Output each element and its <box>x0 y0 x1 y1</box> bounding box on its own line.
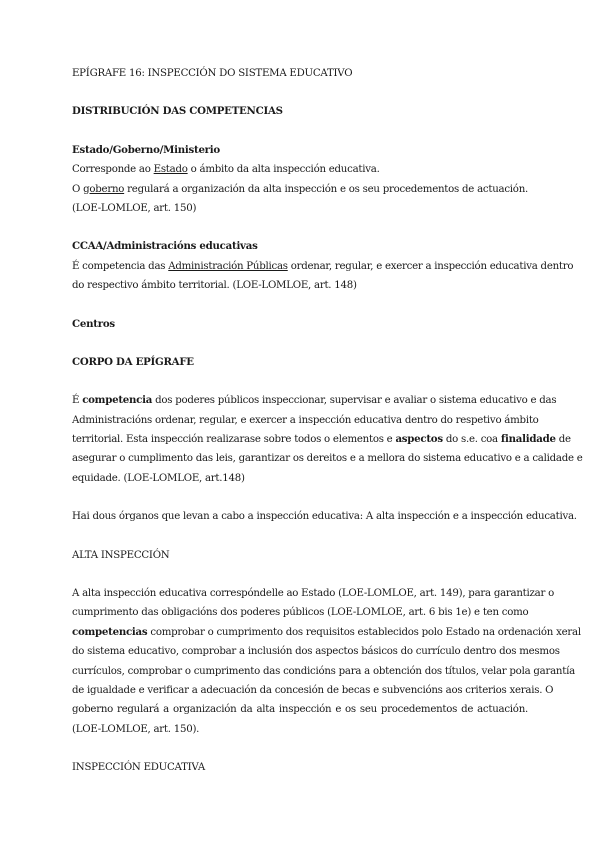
bold-term: finalidade <box>500 433 556 446</box>
alta-line-8: (LOE-LOMLOE, art. 150). <box>72 723 200 735</box>
bold-term: aspectos <box>395 433 443 446</box>
section-heading-inspeccion: INSPECCIÓN EDUCATIVA <box>72 762 205 774</box>
text: ordenar, regular, e exercer a inspección educativa dentro <box>287 260 574 272</box>
text: comprobar o cumprimento dos requisitos establecidos polo Estado na ordenación xeral <box>147 626 581 638</box>
corpo-line-2: Administracións ordenar, regular, e exercer a inspección educativa dentro do respetivo ámbito <box>72 414 539 426</box>
alta-line-3 <box>72 623 581 642</box>
text: do s.e. coa <box>442 434 501 446</box>
section-heading-corpo: CORPO DA EPÍGRAFE <box>72 355 194 368</box>
text: territorial. Esta inspección realizarase sobre todos o elementos e <box>72 434 396 446</box>
document-title: EPÍGRAFE 16: INSPECCIÓN DO SISTEMA EDUCATIVO <box>72 68 353 79</box>
subheading-estado: Estado/Goberno/Ministerio <box>72 143 220 156</box>
corpo-line-1 <box>72 391 557 410</box>
text: regulará a organización da alta inspección e os seu procedementos de actuación. <box>124 183 528 195</box>
section-heading-distribucion: DISTRIBUCIÓN DAS COMPETENCIAS <box>72 105 283 118</box>
text: É competencia das <box>72 260 169 272</box>
text: o ámbito da alta inspección educativa. <box>187 164 380 176</box>
alta-line-5: currículos, comprobar o cumprimento das condicións para a obtención dos títulos, velar pola garantía <box>72 665 575 677</box>
organos-paragraph: Hai dous órganos que levan a cabo a inspección educativa: A alta inspección e a inspección educativa. <box>72 511 577 523</box>
ccaa-line-1 <box>72 257 574 276</box>
alta-line-1: A alta inspección educativa correspóndelle ao Estado (LOE-LOMLOE, art. 149), para garantizar o <box>72 588 554 600</box>
corpo-line-4: asegurar o cumplimento das leis, garantizar os dereitos e a mellora do sistema educativo e a calidade e <box>72 453 583 465</box>
administracion-publicas-link[interactable]: Administración Públicas <box>168 260 288 272</box>
text: dos poderes públicos inspeccionar, supervisar e avaliar o sistema educativo e das <box>152 395 557 407</box>
ccaa-line-2: do respectivo ámbito territorial. (LOE-LOMLOE, art. 148) <box>72 280 357 292</box>
subheading-centros: Centros <box>72 317 115 330</box>
text: O <box>72 183 84 195</box>
corpo-line-5: equidade. (LOE-LOMLOE, art.148) <box>72 472 245 484</box>
subheading-ccaa: CCAA/Administracións educativas <box>72 240 258 253</box>
alta-line-6: de igualdade e verificar a adecuación da concesión de becas e subvencións aos criterios xerais. O <box>72 684 554 696</box>
bold-term: competencias <box>72 625 148 638</box>
text: É <box>72 395 83 407</box>
estado-line-3: (LOE-LOMLOE, art. 150) <box>72 202 197 214</box>
section-heading-alta: ALTA INSPECCIÓN <box>72 549 170 561</box>
estado-line-1 <box>72 160 528 179</box>
text: Corresponde ao <box>72 164 154 176</box>
estado-line-2 <box>72 180 528 199</box>
estado-link[interactable]: Estado <box>153 164 188 176</box>
bold-term: competencia <box>82 394 153 407</box>
alta-line-4: do sistema educativo, comprobar a inclusión dos aspectos básicos do currículo dentro dos mesmos <box>72 646 560 658</box>
alta-line-2: cumprimento das obligacións dos poderes públicos (LOE-LOMLOE, art. 6 bis 1e) e ten como <box>72 607 529 619</box>
text: de <box>555 434 571 446</box>
goberno-link[interactable]: goberno <box>83 183 125 195</box>
alta-line-7: goberno regulará a organización da alta inspección e os seu procedementos de actuación. <box>72 704 528 716</box>
corpo-line-3 <box>72 430 571 449</box>
document-page <box>72 64 583 778</box>
